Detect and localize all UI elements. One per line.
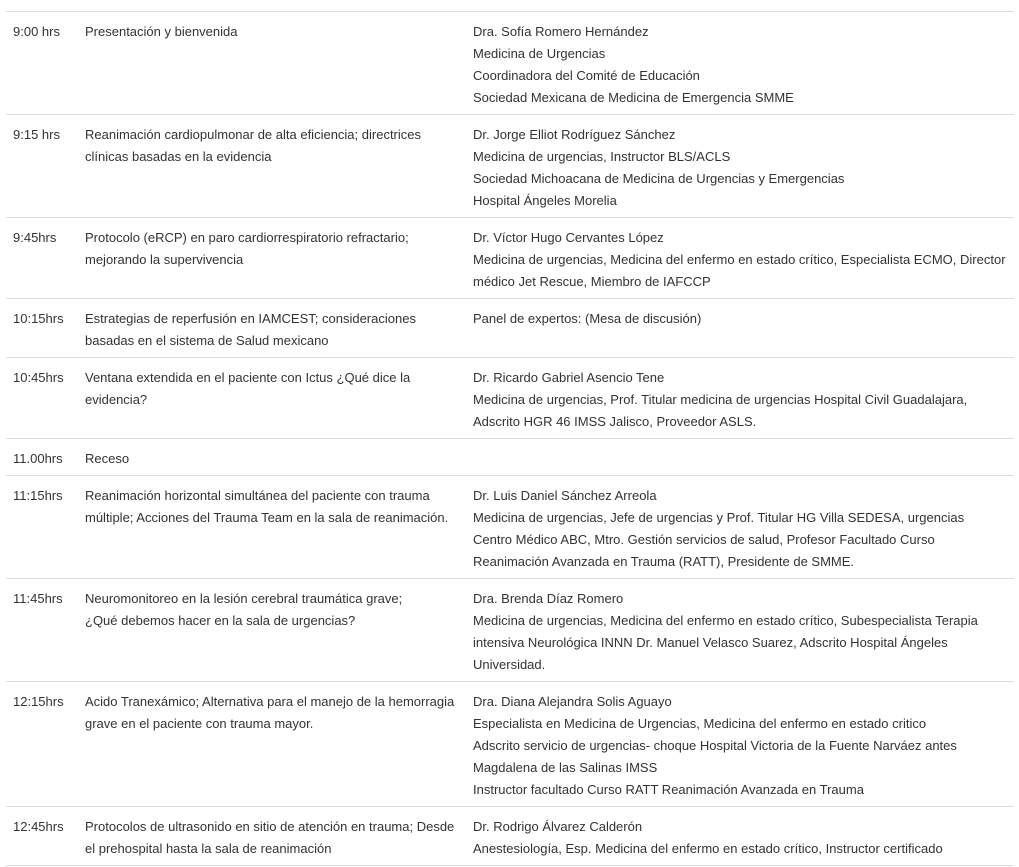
- speaker-line: Medicina de urgencias, Jefe de urgencias y Prof. Titular HG Villa SEDESA, urgencias Centro Médico ABC, Mtro. Gestión servicios de salud, Profesor Facultado Curso Reanimación Avanzada en Trauma (RATT), Presidente de SMME.: [473, 510, 965, 569]
- table-row: [6, 115, 1014, 218]
- session-topic: Neuromonitoreo en la lesión cerebral traumática grave; ¿Qué debemos hacer en la sala de urgencias?: [85, 591, 403, 628]
- speaker-line: Dra. Sofía Romero Hernández: [473, 24, 649, 39]
- table-row: [6, 807, 1014, 866]
- session-speaker: [473, 124, 1014, 212]
- speaker-line: Anestesiología, Esp. Medicina del enfermo en estado crítico, Instructor certificado: [473, 841, 943, 856]
- table-row: [6, 476, 1014, 579]
- speaker-line: Hospital Ángeles Morelia: [473, 193, 617, 208]
- session-topic: Protocolos de ultrasonido en sitio de atención en trauma; Desde el prehospital hasta la sala de reanimación: [85, 819, 455, 856]
- session-topic: Presentación y bienvenida: [85, 24, 238, 39]
- speaker-line: Dr. Jorge Elliot Rodríguez Sánchez: [473, 127, 676, 142]
- speaker-line: Especialista en Medicina de Urgencias, Medicina del enfermo en estado critico: [473, 716, 927, 731]
- session-speaker: [473, 21, 1014, 109]
- table-row: [6, 358, 1014, 439]
- session-topic: Acido Tranexámico; Alternativa para el manejo de la hemorragia grave en el paciente con trauma mayor.: [85, 694, 455, 731]
- table-row: [6, 218, 1014, 299]
- table-row: [6, 299, 1014, 358]
- session-speaker: [473, 588, 1014, 676]
- session-time: 12:45hrs: [13, 819, 64, 834]
- speaker-line: Dra. Brenda Díaz Romero: [473, 591, 624, 606]
- speaker-line: Sociedad Michoacana de Medicina de Urgencias y Emergencias: [473, 171, 845, 186]
- session-speaker: [473, 367, 1014, 433]
- session-speaker: [473, 308, 1014, 352]
- speaker-line: Medicina de urgencias, Prof. Titular medicina de urgencias Hospital Civil Guadalajara, Adscrito HGR 46 IMSS Jalisco, Proveedor ASLS.: [473, 392, 968, 429]
- session-time: 11:15hrs: [13, 488, 63, 503]
- session-time: 9:45hrs: [13, 230, 57, 245]
- session-time: 9:00 hrs: [13, 24, 60, 39]
- table-row: [6, 682, 1014, 807]
- speaker-line: Dr. Víctor Hugo Cervantes López: [473, 230, 664, 245]
- session-time: 12:15hrs: [13, 694, 64, 709]
- speaker-line: Adscrito servicio de urgencias- choque Hospital Victoria de la Fuente Narváez antes Magdalena de las Salinas IMSS: [473, 738, 957, 775]
- table-row: [6, 12, 1014, 115]
- table-row: [6, 439, 1014, 476]
- session-topic: Reanimación horizontal simultánea del paciente con trauma múltiple; Acciones del Trauma Team en la sala de reanimación.: [85, 488, 449, 525]
- table-row: [6, 579, 1014, 682]
- session-topic: Estrategias de reperfusión en IAMCEST; consideraciones basadas en el sistema de Salud mexicano: [85, 311, 416, 348]
- session-speaker: [473, 448, 1014, 470]
- session-time: 10:15hrs: [13, 311, 64, 326]
- session-topic: Protocolo (eRCP) en paro cardiorrespiratorio refractario; mejorando la supervivencia: [85, 230, 409, 267]
- session-speaker: [473, 227, 1014, 293]
- speaker-line: Medicina de urgencias, Instructor BLS/ACLS: [473, 149, 731, 164]
- session-topic: Reanimación cardiopulmonar de alta eficiencia; directrices clínicas basadas en la evidencia: [85, 127, 422, 164]
- session-time: 11.00hrs: [13, 451, 63, 466]
- speaker-line: Dr. Ricardo Gabriel Asencio Tene: [473, 370, 665, 385]
- speaker-line: Dra. Diana Alejandra Solis Aguayo: [473, 694, 672, 709]
- session-speaker: [473, 816, 1014, 860]
- speaker-line: Instructor facultado Curso RATT Reanimación Avanzada en Trauma: [473, 782, 864, 797]
- session-time: 11:45hrs: [13, 591, 63, 606]
- session-topic: Ventana extendida en el paciente con Ictus ¿Qué dice la evidencia?: [85, 370, 411, 407]
- speaker-line: Dr. Rodrigo Álvarez Calderón: [473, 819, 643, 834]
- session-time: 10:45hrs: [13, 370, 64, 385]
- session-speaker: [473, 485, 1014, 573]
- speaker-line: Medicina de urgencias, Medicina del enfermo en estado crítico, Especialista ECMO, Director médico Jet Rescue, Miembro de IAFCCP: [473, 252, 1006, 289]
- speaker-line: Medicina de urgencias, Medicina del enfermo en estado crítico, Subespecialista Terapia intensiva Neurológica INNN Dr. Manuel Velasco Suarez, Adscrito Hospital Ángeles Universidad.: [473, 613, 978, 672]
- speaker-line: Panel de expertos: (Mesa de discusión): [473, 311, 702, 326]
- speaker-line: Medicina de Urgencias: [473, 46, 606, 61]
- session-topic: Receso: [85, 451, 130, 466]
- session-speaker: [473, 691, 1014, 801]
- session-time: 9:15 hrs: [13, 127, 60, 142]
- speaker-line: Dr. Luis Daniel Sánchez Arreola: [473, 488, 657, 503]
- program-table: [6, 11, 1014, 866]
- speaker-line: Coordinadora del Comité de Educación: [473, 68, 700, 83]
- speaker-line: Sociedad Mexicana de Medicina de Emergencia SMME: [473, 90, 794, 105]
